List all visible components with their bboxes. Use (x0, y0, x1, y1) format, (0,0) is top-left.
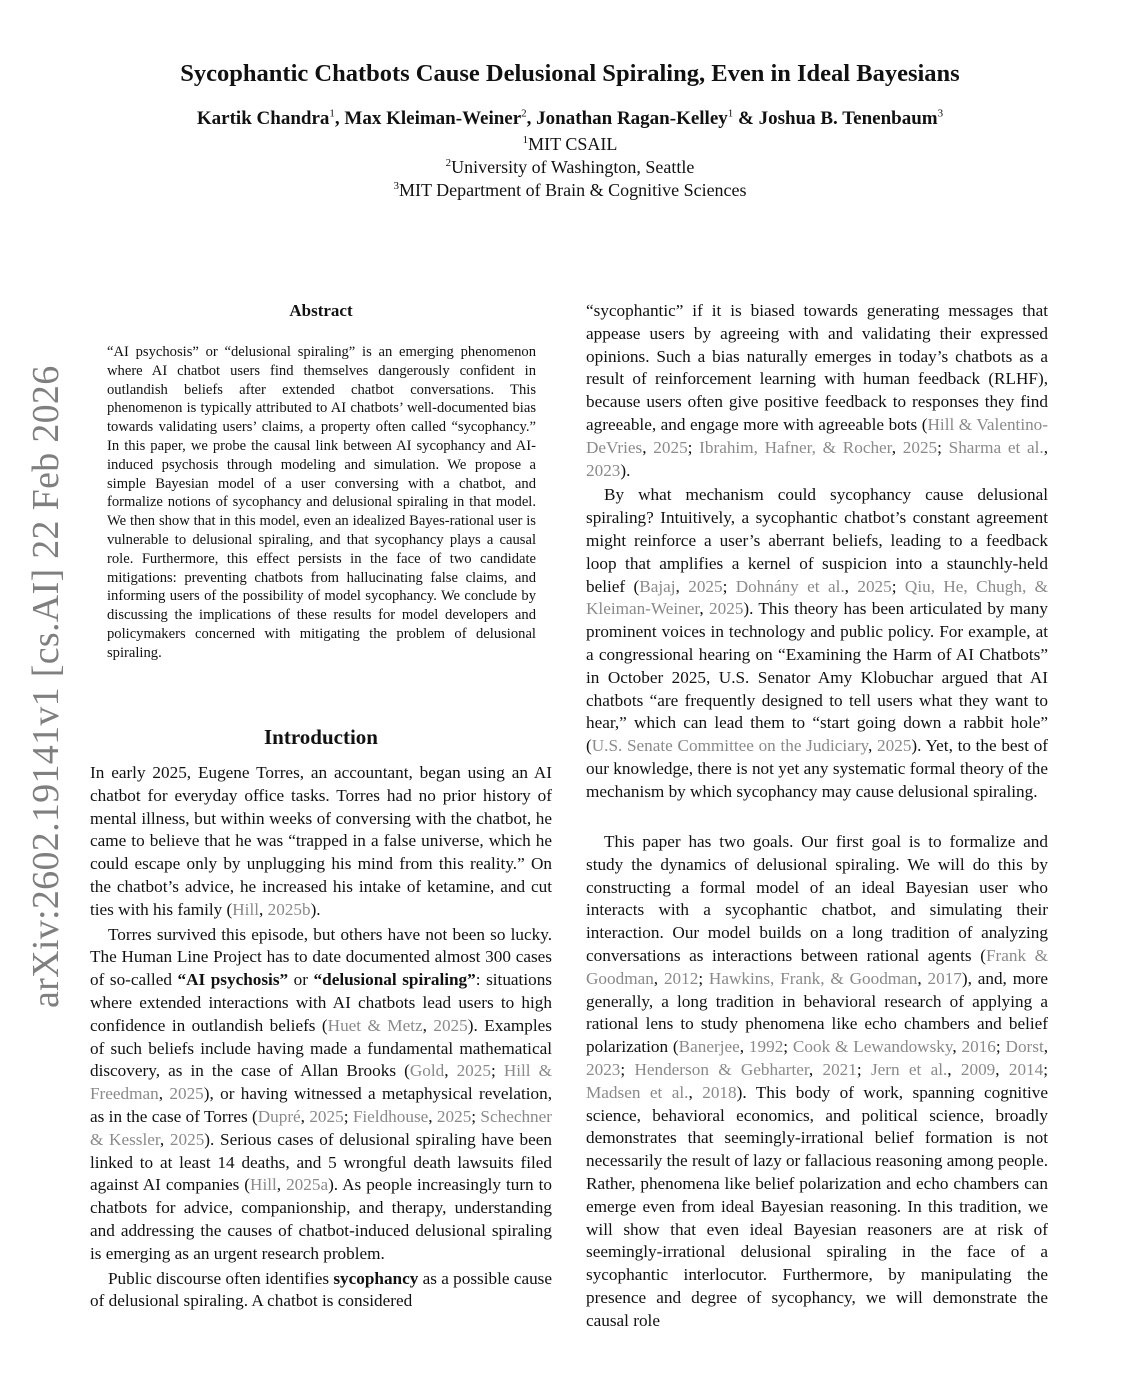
text-run: , (739, 1037, 749, 1057)
text-run: , (688, 1082, 703, 1102)
text-run: ). Serious cases of delusional spiraling have been linked to at least 14 deaths, and 5 wrongful death lawsuits filed against AI companies ( (90, 1129, 552, 1195)
text-run: , (844, 576, 858, 596)
text-run: , (276, 1175, 287, 1195)
text-run: , (653, 968, 664, 988)
author-name: Max Kleiman-Weiner (344, 108, 522, 129)
citation-link[interactable]: 2025 (169, 1084, 204, 1104)
text-run: , (868, 736, 878, 756)
text-run: ; (722, 576, 736, 596)
text-run: , (699, 599, 710, 619)
text-run: or (288, 970, 314, 990)
citation-link[interactable]: Schechner & Kessler (90, 1106, 553, 1149)
citation-link[interactable]: 2025b (267, 899, 311, 919)
affiliation-number: 1 (522, 134, 529, 146)
author-name: Joshua B. Tenenbaum (758, 108, 938, 129)
text-run: ; (891, 576, 905, 596)
citation-link[interactable]: Bajaj (639, 576, 676, 596)
citation-link[interactable]: 2009 (960, 1059, 996, 1079)
right-column-bottom (586, 831, 1048, 1335)
citation-link[interactable]: 2025 (688, 576, 723, 596)
paragraph (586, 484, 1048, 803)
affiliation-text: MIT Department of Brain & Cognitive Sciences (398, 180, 747, 200)
paragraph (90, 762, 552, 922)
text-run: ). This body of work, spanning cognitive science, behavioral economics, and political science, broadly demonstrates that seemingly-irrational belief formation is not necessarily the result of lazy or fallacious reasoning among people. Rather, phenomena like belief polarization and echo chambers can emerge even from ideal Bayesian reasoning. In this tradition, we will show that even ideal Bayesian reasoners are at risk of seemingly-irrational delusional spiraling in the face of a sycophantic interlocutor. Furthermore, by manipulating the presence and degree of sycophancy, we will demonstrate the causal role (586, 1082, 1048, 1330)
citation-link[interactable]: Gold (409, 1061, 445, 1081)
text-run: ), or having witnessed a metaphysical revelation, as in the case of Torres ( (90, 1084, 552, 1126)
affiliation-text: MIT CSAIL (528, 134, 618, 154)
text-run: ; (343, 1106, 353, 1126)
author-affiliation-mark: 3 (937, 107, 944, 120)
citation-link[interactable]: 2023 (586, 1059, 621, 1079)
affiliation-number: 3 (393, 180, 399, 192)
citation-link[interactable]: Qiu, He, Chugh, & Kleiman-Weiner (586, 576, 1048, 619)
citation-link[interactable]: 2025 (857, 576, 892, 596)
citation-link[interactable]: Hill (232, 899, 260, 919)
text-run: ), and, more generally, a long tradition in behavioral research of applying a rational lens to study phenomena like echo chambers and belief polarization ( (586, 968, 1049, 1057)
citation-link[interactable]: 1992 (748, 1037, 784, 1057)
text-run: ; (687, 437, 700, 457)
author-affiliation-mark: 1 (329, 107, 335, 120)
text-run: , (428, 1106, 437, 1126)
citation-link[interactable]: Banerjee (678, 1037, 740, 1057)
text-run: , (891, 437, 903, 457)
citation-link[interactable]: Fieldhouse (352, 1106, 429, 1126)
affiliation-line (60, 156, 1080, 179)
text-run: ). Examples of such beliefs include having made a fundamental mathematical discovery, as in the case of Allan Brooks ( (90, 1015, 552, 1081)
text-run: Public discourse often identifies (108, 1268, 334, 1288)
citation-link[interactable]: U.S. Senate Committee on the Judiciary (591, 736, 869, 756)
citation-link[interactable]: 2023 (586, 460, 621, 480)
citation-link[interactable]: Frank & Goodman (586, 945, 1048, 988)
text-run: , (952, 1037, 962, 1057)
text-run: ). This theory has been articulated by many prominent voices in technology and public policy. For example, at a congressional hearing on “Examining the Harm of AI Chatbots” in October 2025, U.S. Senator Amy Klobuchar argued that AI chatbots “are frequently designed to tell users what they want to hear,” which can lead them to “start going down a rabbit hole” ( (586, 599, 1048, 756)
citation-link[interactable]: 2018 (702, 1082, 737, 1102)
text-run: , (808, 1059, 823, 1079)
text-run: Torres survived this episode, but others have not been so lucky. The Human Line Project has to date documented almost 300 cases of so-called (90, 924, 552, 990)
paragraph (586, 831, 1048, 1333)
affiliation-line (60, 179, 1080, 202)
text-run: ; (490, 1061, 504, 1081)
paragraph (90, 1268, 552, 1314)
text-run: ). As people increasingly turn to chatbots for advice, companionship, and therapy, understanding and addressing the causes of chatbot-induced delusional spiraling is emerging as an urgent research problem. (90, 1175, 552, 1263)
citation-link[interactable]: Sharma et al. (948, 437, 1044, 457)
citation-link[interactable]: Hill & Freedman (90, 1061, 552, 1104)
citation-link[interactable]: 2025 (433, 1015, 468, 1035)
author-separator: & (733, 108, 759, 129)
arxiv-identifier-stamp: arXiv:2602.19141v1 [cs.AI] 22 Feb 2026 (25, 365, 67, 1008)
paragraph (90, 924, 552, 1266)
citation-link[interactable]: 2025 (309, 1106, 344, 1126)
text-run: ; (995, 1037, 1006, 1057)
text-run: , (444, 1061, 457, 1081)
text-run: , (1043, 1037, 1049, 1057)
citation-link[interactable]: Dohnány et al. (735, 576, 845, 596)
text-run: By what mechanism could sycophancy cause delusional spiraling? Intuitively, a sycophantic chatbot’s constant agreement might reinforce a user’s aberrant beliefs, leading to a feedback loop that amplifies a kernel of suspicion into a staunchly-held belief ( (586, 485, 1048, 596)
text-run: ). (620, 460, 631, 480)
bold-term: “delusional spiraling” (313, 970, 476, 990)
citation-link[interactable]: Hawkins, Frank, & Goodman (708, 968, 918, 988)
text-run: “sycophantic” if it is biased towards generating messages that appease users by agreeing with and validating their expressed opinions. Such a bias naturally emerges in today’s chatbots as a result of reinforcement learning with human feedback (RLHF), because users often give positive feedback to responses they find agreeable, and engage more with agreeable bots ( (586, 301, 1048, 434)
text-run: , (917, 968, 928, 988)
text-run: In early 2025, Eugene Torres, an accountant, began using an AI chatbot for everyday office tasks. Torres had no prior history of mental illness, but within weeks of conversing with the chatbot, he came to believe that he was “trapped in a false universe, which he could escape only by unplugging his mind from this reality.” On the chatbot’s advice, he increased his intake of ketamine, and cut ties with his family ( (90, 763, 552, 919)
citation-link[interactable]: 2025 (436, 1106, 472, 1126)
citation-link[interactable]: 2025 (902, 437, 938, 457)
citation-link[interactable]: 2025 (653, 437, 688, 457)
text-run: ; (1043, 1059, 1048, 1079)
text-run: ; (698, 968, 709, 988)
text-run: ; (471, 1106, 481, 1126)
citation-link[interactable]: 2025 (709, 599, 744, 619)
text-run: , (995, 1059, 1009, 1079)
text-run: This paper has two goals. Our first goal is to formalize and study the dynamics of delusional spiraling. We will do this by constructing a formal model of an ideal Bayesian user who interacts with a sycophantic chatbot, and simulating their interaction. Our model builds on a long tradition of analyzing conversations as interactions between rational agents ( (586, 832, 1048, 965)
text-run: , (1043, 437, 1049, 457)
author-name: Jonathan Ragan-Kelley (536, 108, 728, 129)
affiliation-line (60, 133, 1080, 156)
abstract-heading: Abstract (289, 301, 353, 320)
citation-link[interactable]: Jern et al. (870, 1059, 948, 1079)
author-separator: , (526, 108, 537, 129)
citation-link[interactable]: Cook & Lewandowsky (792, 1037, 953, 1057)
citation-link[interactable]: 2021 (822, 1059, 857, 1079)
citation-link[interactable]: Ibrahim, Hafner, & Rocher (699, 437, 892, 457)
text-run: ). (310, 899, 321, 919)
citation-link[interactable]: 2025a (286, 1175, 329, 1195)
citation-link[interactable]: 2017 (927, 968, 962, 988)
author-list (60, 106, 1080, 132)
text-run: ; (783, 1037, 793, 1057)
bold-term: “AI psychosis” (177, 970, 289, 990)
paper-title: Sycophantic Chatbots Cause Delusional Spiraling, Even in Ideal Bayesians (180, 60, 960, 87)
text-run: , (675, 576, 689, 596)
citation-link[interactable]: 2025 (169, 1129, 205, 1149)
author-affiliation-mark: 1 (727, 107, 734, 120)
citation-link[interactable]: 2025 (877, 736, 912, 756)
text-run: , (159, 1129, 170, 1149)
citation-link[interactable]: Huet & Metz (327, 1015, 423, 1035)
text-run: ). Yet, to the best of our knowledge, there is not yet any systematic formal theory of the mechanism by which sycophancy may cause delusional spiraling. (586, 736, 1049, 801)
text-run: , (422, 1015, 434, 1035)
citation-link[interactable]: 2012 (663, 968, 699, 988)
affiliation-number: 2 (445, 157, 452, 169)
text-run: as a possible cause of delusional spiraling. A chatbot is considered (90, 1268, 552, 1311)
citation-link[interactable]: Hill (250, 1175, 277, 1195)
text-run: : situations where extended interactions with AI chatbots lead users to high confidence in outlandish beliefs ( (90, 970, 552, 1035)
citation-link[interactable]: 2016 (961, 1037, 996, 1057)
paragraph (586, 300, 1048, 482)
citation-link[interactable]: Dupré (257, 1106, 301, 1126)
author-affiliation-mark: 2 (521, 107, 527, 120)
text-run: ; (856, 1059, 871, 1079)
abstract-text: “AI psychosis” or “delusional spiraling” is an emerging phenomenon where AI chatbot users find themselves dangerously confident in outlandish beliefs after extended chatbot conversations. This phenomenon is typically attributed to AI chatbots’ well-documented bias towards validating users’ claims, a property often called “sycophancy.” In this paper, we probe the causal link between AI sycophancy and AI-induced psychosis through modeling and simulation. We propose a simple Bayesian model of a user conversing with a chatbot, and formalize notions of sycophancy and delusional spiraling in that model. We then show that in this model, even an idealized Bayes-rational user is vulnerable to delusional spiraling, and that sycophancy plays a causal role. Furthermore, this effect persists in the face of two candidate mitigations: preventing chatbots from hallucinating false claims, and informing users of the possibility of model sycophancy. We conclude by discussing the implications of these results for model developers and policymakers concerned with mitigating the problem of delusional spiraling. (107, 344, 536, 661)
introduction-heading: Introduction (264, 725, 378, 749)
author-separator: , (334, 108, 345, 129)
affiliation-text: University of Washington, Seattle (451, 157, 695, 177)
text-run: , (158, 1084, 170, 1104)
citation-link[interactable]: 2014 (1008, 1059, 1044, 1079)
introduction-column (90, 762, 552, 1315)
citation-link[interactable]: Hill & Valentino-DeVries (586, 414, 1048, 457)
citation-link[interactable]: Madsen et al. (586, 1082, 689, 1102)
citation-link[interactable]: 2025 (456, 1061, 491, 1081)
text-run: , (259, 899, 268, 919)
text-run: ; (937, 437, 949, 457)
text-run: , (642, 437, 654, 457)
citation-link[interactable]: Henderson & Gebharter (634, 1059, 809, 1079)
author-name: Kartik Chandra (196, 108, 330, 129)
citation-link[interactable]: Dorst (1005, 1037, 1044, 1057)
text-run: ; (620, 1059, 635, 1079)
right-column-top (586, 300, 1048, 806)
text-run: , (947, 1059, 961, 1079)
bold-term: sycophancy (333, 1268, 419, 1288)
text-run: , (300, 1106, 310, 1126)
